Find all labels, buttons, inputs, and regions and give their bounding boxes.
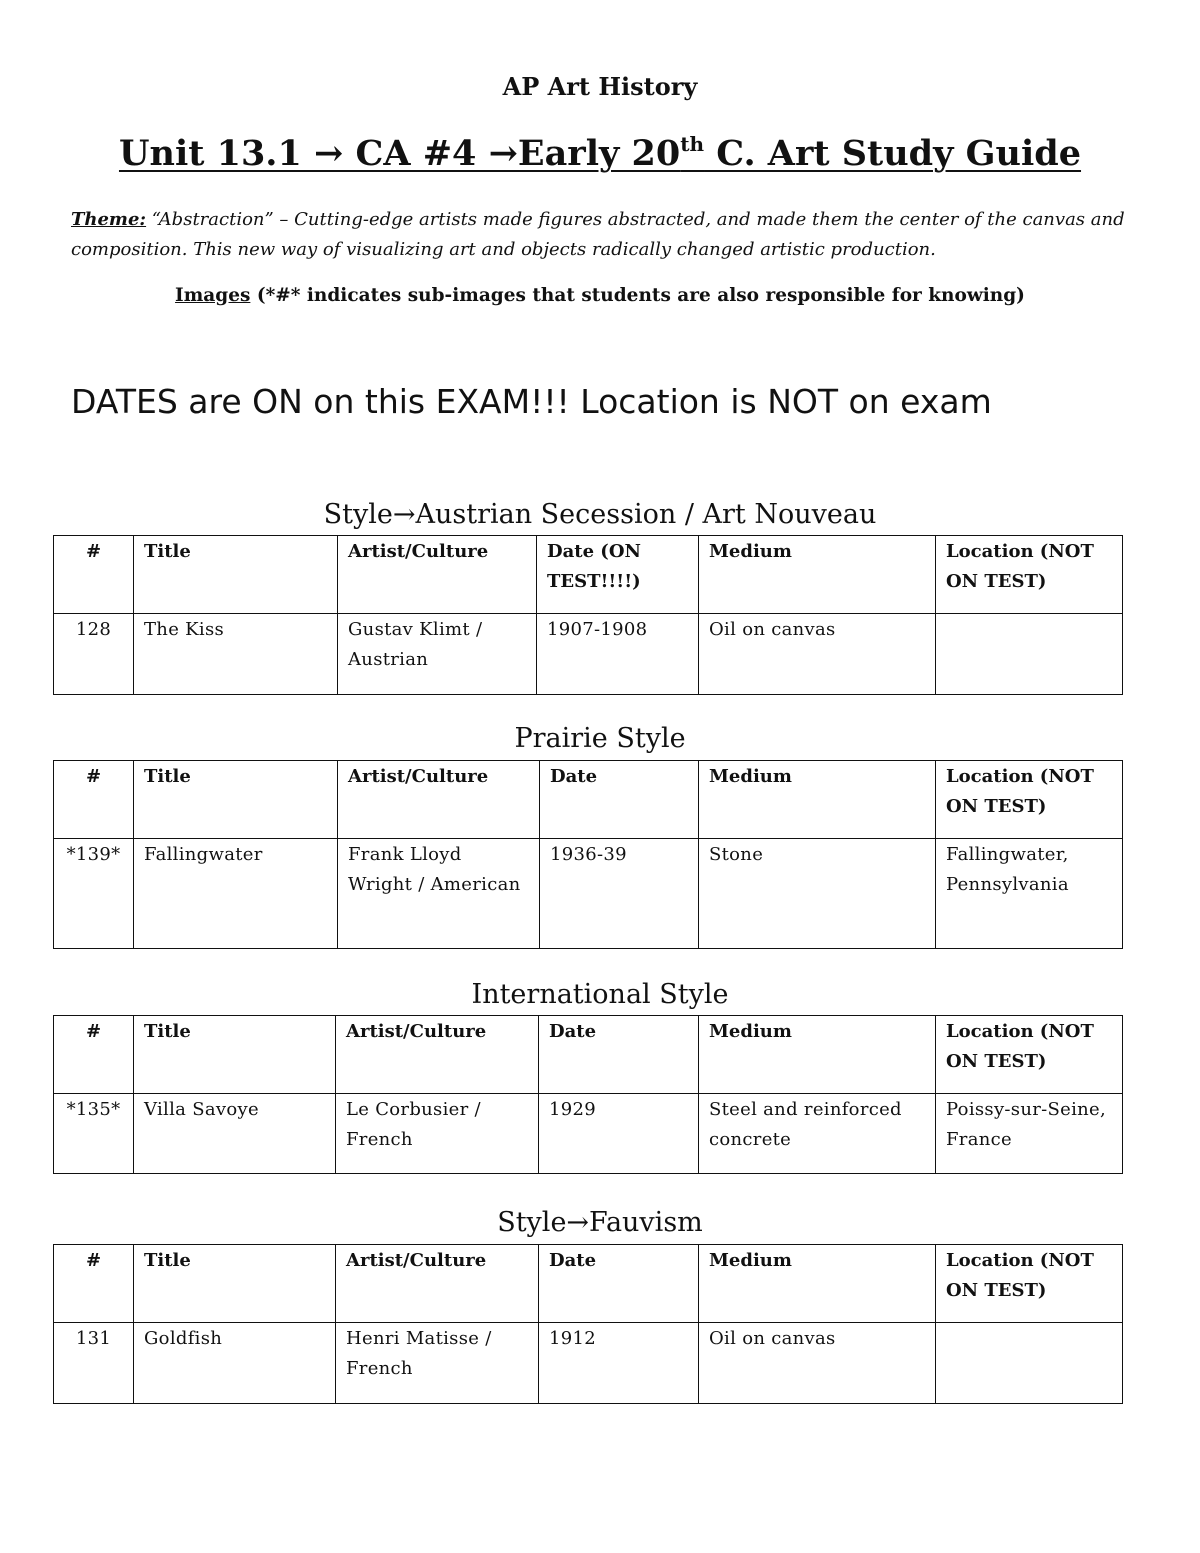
cell-artist: Gustav Klimt / Austrian bbox=[338, 614, 537, 695]
artwork-table-international-style bbox=[53, 1015, 1123, 1174]
title-superscript: th bbox=[680, 132, 705, 156]
theme-paragraph bbox=[71, 205, 1131, 265]
col-header-title: Title bbox=[134, 1245, 336, 1323]
cell-title: Fallingwater bbox=[134, 839, 338, 949]
cell-medium: Oil on canvas bbox=[699, 1323, 936, 1404]
col-header-date: Date bbox=[539, 1016, 699, 1094]
cell-medium: Oil on canvas bbox=[699, 614, 936, 695]
cell-medium: Stone bbox=[699, 839, 936, 949]
col-header-number: # bbox=[54, 1016, 134, 1094]
col-header-location: Location (NOT ON TEST) bbox=[936, 1245, 1123, 1323]
col-header-title: Title bbox=[134, 536, 338, 614]
theme-label: Theme: bbox=[71, 209, 147, 230]
col-header-date: Date (ON TEST!!!!) bbox=[537, 536, 699, 614]
col-header-medium: Medium bbox=[699, 1016, 936, 1094]
artwork-table-prairie-style bbox=[53, 760, 1123, 949]
cell-artist: Henri Matisse / French bbox=[336, 1323, 539, 1404]
images-note-text: (*#* indicates sub-images that students are also responsible for knowing) bbox=[250, 285, 1025, 306]
col-header-artist: Artist/Culture bbox=[336, 1016, 539, 1094]
cell-medium: Steel and reinforced concrete bbox=[699, 1094, 936, 1174]
col-header-location: Location (NOT ON TEST) bbox=[936, 1016, 1123, 1094]
col-header-title: Title bbox=[134, 1016, 336, 1094]
cell-number: *135* bbox=[54, 1094, 134, 1174]
cell-location bbox=[936, 1323, 1123, 1404]
cell-number: *139* bbox=[54, 839, 134, 949]
cell-date: 1912 bbox=[539, 1323, 699, 1404]
col-header-title: Title bbox=[134, 761, 338, 839]
table-header-row bbox=[54, 1016, 1123, 1094]
exam-note: DATES are ON on this EXAM!!! Location is NOT on exam bbox=[71, 382, 992, 421]
cell-date: 1936-39 bbox=[540, 839, 699, 949]
cell-artist: Le Corbusier / French bbox=[336, 1094, 539, 1174]
section-title-prairie-style: Prairie Style bbox=[514, 723, 686, 754]
theme-text: “Abstraction” – Cutting-edge artists made figures abstracted, and made them the center of the canvas and composition. This new way of visualizing art and objects radically changed artistic production. bbox=[71, 209, 1125, 260]
table-header-row bbox=[54, 536, 1123, 614]
cell-number: 131 bbox=[54, 1323, 134, 1404]
title-end: C. Art Study Guide bbox=[704, 133, 1082, 174]
course-title: AP Art History bbox=[502, 72, 698, 101]
cell-title: Villa Savoye bbox=[134, 1094, 336, 1174]
col-header-artist: Artist/Culture bbox=[336, 1245, 539, 1323]
table-header-row bbox=[54, 1245, 1123, 1323]
section-title-fauvism: Style→Fauvism bbox=[497, 1207, 703, 1238]
col-header-location: Location (NOT ON TEST) bbox=[936, 761, 1123, 839]
col-header-medium: Medium bbox=[699, 536, 936, 614]
cell-title: The Kiss bbox=[134, 614, 338, 695]
title-main: Unit 13.1 → CA #4 →Early 20 bbox=[118, 133, 681, 174]
cell-artist: Frank Lloyd Wright / American bbox=[338, 839, 540, 949]
col-header-medium: Medium bbox=[699, 761, 936, 839]
section-title-art-nouveau: Style→Austrian Secession / Art Nouveau bbox=[323, 499, 877, 530]
cell-date: 1929 bbox=[539, 1094, 699, 1174]
section-title-international-style: International Style bbox=[471, 979, 729, 1010]
table-row bbox=[54, 839, 1123, 949]
table-header-row bbox=[54, 761, 1123, 839]
col-header-artist: Artist/Culture bbox=[338, 536, 537, 614]
col-header-medium: Medium bbox=[699, 1245, 936, 1323]
artwork-table-art-nouveau bbox=[53, 535, 1123, 695]
table-row bbox=[54, 1094, 1123, 1174]
images-label: Images bbox=[175, 285, 251, 306]
col-header-number: # bbox=[54, 536, 134, 614]
cell-location bbox=[936, 614, 1123, 695]
col-header-number: # bbox=[54, 761, 134, 839]
cell-title: Goldfish bbox=[134, 1323, 336, 1404]
artwork-table-fauvism bbox=[53, 1244, 1123, 1404]
col-header-location: Location (NOT ON TEST) bbox=[936, 536, 1123, 614]
cell-date: 1907-1908 bbox=[537, 614, 699, 695]
col-header-artist: Artist/Culture bbox=[338, 761, 540, 839]
cell-location: Fallingwater, Pennsylvania bbox=[936, 839, 1123, 949]
col-header-date: Date bbox=[539, 1245, 699, 1323]
col-header-number: # bbox=[54, 1245, 134, 1323]
cell-number: 128 bbox=[54, 614, 134, 695]
col-header-date: Date bbox=[540, 761, 699, 839]
table-row bbox=[54, 614, 1123, 695]
page-title bbox=[0, 133, 1200, 174]
images-note bbox=[0, 285, 1200, 306]
cell-location: Poissy-sur-Seine, France bbox=[936, 1094, 1123, 1174]
table-row bbox=[54, 1323, 1123, 1404]
